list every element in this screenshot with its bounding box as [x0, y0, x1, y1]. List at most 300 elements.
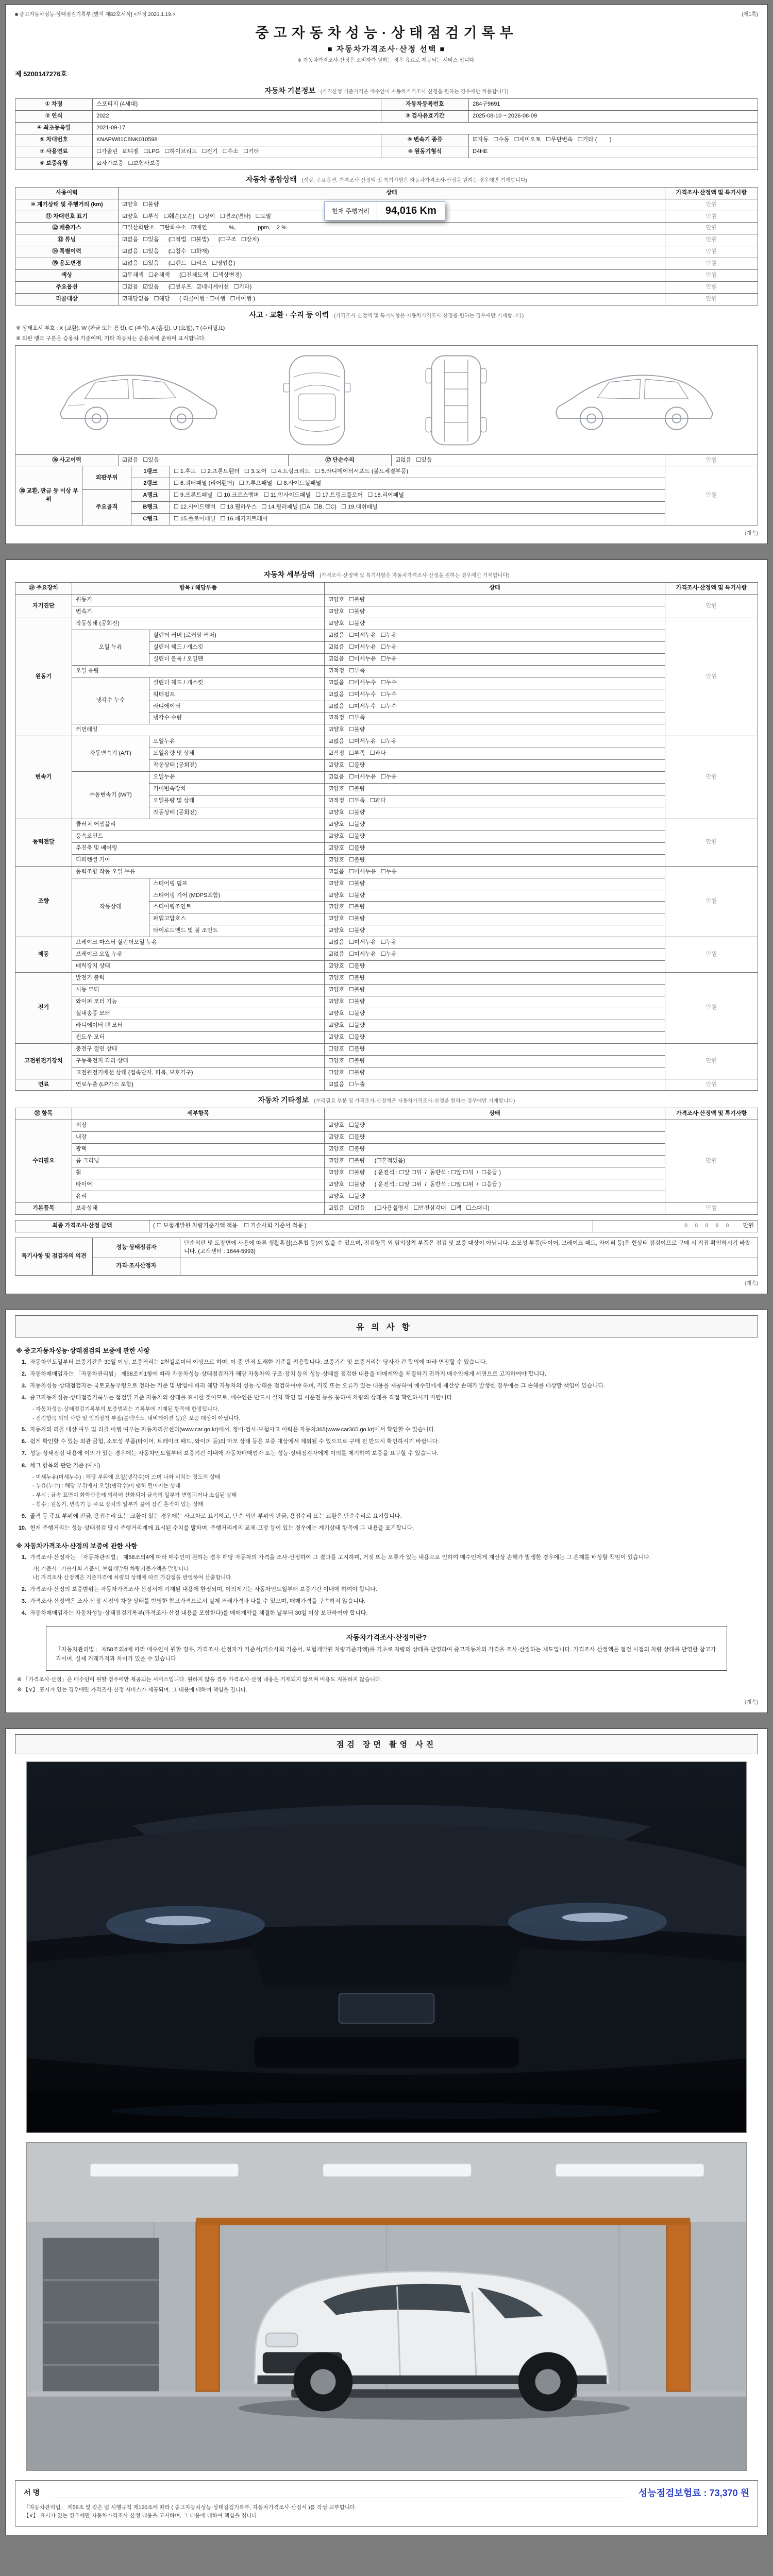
device-item-label: 브레이크 마스터 실린더오일 누유: [72, 937, 325, 949]
device-item-label: 외장: [72, 1120, 325, 1132]
notice-item-text: 가격조사·산정자는 「자동차관리법」 제58조의4에 따라 매수인이 원하는 경우 해당 자동차의 가격을 조사·산정하여 그 결과를 고지하며, 거짓 또는 오류가 있는 내용으로 인하여 매수인에게 재산상 손해가 발생한 경우에는 그 손해를 배상할 책임이 있습니다.: [30, 1554, 651, 1561]
document-number: 제 5200147276호: [15, 70, 68, 78]
notice-item-text: 자동차매매업자는 「자동차관리법」 제58조제1항에 따라 자동차성능·상태점검자가 해당 자동차의 구조·장치 등의 성능·상태를 점검한 내용을 매매계약을 체결하기 전까지 매수인에게 서면으로 고지하여야 합니다.: [30, 1370, 546, 1377]
device-item-label: 냉각수 수량: [149, 713, 325, 724]
notice-subsection-2-title: ※ 자동차가격조사·산정의 보증에 관한 사항: [16, 1542, 138, 1550]
status-checkboxes[interactable]: ☑적정 ☐부족: [325, 665, 665, 677]
notice-subitem-text: 가) 기준서 : 기술사회 기준서, 보험개발원 차량기준가액을 말합니다.: [32, 1565, 191, 1572]
status-checkboxes[interactable]: ☑양호 ☐불량 ( 운전석 : ☐앞 ☐뒤 / 동반석 : ☐앞 ☐뒤 / ☐응급 ): [325, 1167, 665, 1179]
device-group-label: 조향: [15, 866, 72, 937]
usage-item-label: ⑬ 튜닝: [15, 234, 119, 246]
table-row: [15, 1067, 758, 1079]
table-row: [15, 866, 758, 878]
device-subgroup-label: 작동상태: [72, 878, 149, 937]
rank-grade-label: B랭크: [131, 502, 170, 514]
overall-table-wrap: [15, 187, 758, 306]
notice-item-number: 6.: [21, 1438, 26, 1445]
status-checkboxes[interactable]: ☑양호 ☐불량: [325, 1132, 665, 1144]
status-checkboxes[interactable]: ☑양호 ☐불량: [325, 890, 665, 902]
status-checkboxes[interactable]: ☑없음 ☐미세누유 ☐누유: [325, 772, 665, 784]
notice-item-text: 자동차인도일부터 보증기간은 30일 이상, 보증거리는 2천킬로미터 이상으로 하며, 이 중 먼저 도래한 기준을 적용합니다. 보증기간 및 보증거리는 당사자 간 합의에 따라 연장할 수 있습니다.: [30, 1359, 488, 1365]
section-title-accident: [15, 306, 758, 323]
notice-item-number: 1.: [21, 1554, 26, 1561]
col-status: 상태: [325, 583, 665, 595]
notice-section-title: 유의사항: [15, 1315, 758, 1337]
status-checkboxes[interactable]: ☑양호 ☐불량: [325, 831, 665, 842]
status-checkboxes[interactable]: ☑양호 ☐불량: [325, 925, 665, 937]
accident-history-checkboxes[interactable]: ☑없음 ☐있음: [119, 454, 289, 466]
mileage-callout-value: 94,016 Km: [385, 205, 436, 216]
status-checkboxes[interactable]: ☑없음 ☐미세누유 ☐누유: [325, 641, 665, 653]
status-checkboxes[interactable]: ☐양호 ☐불량: [325, 1055, 665, 1067]
notice-footnote-2: ※ 【∨】 표시가 있는 경우에만 가격조사·산정 서비스가 제공되며, 그 내용에 대하여 책임을 집니다.: [17, 1687, 247, 1693]
final-price-amount: [593, 1220, 758, 1232]
table-row: [15, 110, 758, 122]
status-checkboxes[interactable]: ☑양호 ☐불량: [325, 996, 665, 1008]
col-usage-history: 사용이력: [15, 187, 119, 199]
inspection-period-label: ③ 검사유효기간: [381, 110, 469, 122]
engine-type-label: ⑧ 원동기형식: [381, 146, 469, 158]
vin-value: KNAPW81C8NK010598: [93, 134, 381, 146]
model-year-value: 2022: [93, 110, 381, 122]
notice-item: [16, 1449, 757, 1458]
price-cell: 만원: [665, 618, 758, 736]
photo-dark-car-front: [27, 1762, 746, 2132]
notice-item: [16, 1394, 757, 1402]
status-checkboxes[interactable]: ☑양호 ☐불량: [325, 913, 665, 925]
table-row: [15, 466, 758, 478]
price-cell: 만원: [665, 466, 758, 526]
accident-title-text: 사고 · 교환 · 수리 등 이력: [249, 311, 329, 319]
device-item-label: 추진축 및 베어링: [72, 842, 325, 854]
detail-status-table: [15, 582, 758, 1091]
device-item-label: 오일유량 및 상태: [149, 748, 325, 760]
status-checkboxes[interactable]: ☑양호 ☐불량: [325, 1008, 665, 1020]
rank-section-label: ⑱ 교환, 판금 등 이상 부위: [15, 466, 82, 526]
model-year-label: ② 연식: [15, 110, 93, 122]
section-title-basic: [15, 81, 758, 98]
usage-item-label: ⑭ 특별이력: [15, 246, 119, 258]
status-checkboxes[interactable]: ☑없음 ☐미세누유 ☐누유: [325, 949, 665, 961]
status-checkboxes[interactable]: ☑양호 ☐불량: [325, 606, 665, 618]
signature-field[interactable]: [50, 2487, 630, 2498]
status-checkboxes[interactable]: ☑적정 ☐부족 ☐과다: [325, 748, 665, 760]
status-checkboxes[interactable]: ☑양호 ☐불량: [325, 595, 665, 606]
usage-item-label: ⑪ 차대번호 표기: [15, 211, 119, 223]
device-item-label: 파워고압호스: [149, 913, 325, 925]
table-row: [15, 985, 758, 996]
table-row: [15, 973, 758, 985]
warranty-type-label: ⑨ 보증유형: [15, 158, 93, 170]
rank-grade-label: 2랭크: [131, 478, 170, 490]
device-item-label: 클러치 어셈블리: [72, 819, 325, 831]
device-item-label: 커먼레일: [72, 724, 325, 736]
notice-item-text: 골격 등 주요 부위에 판금, 용접수리 또는 교환이 있는 경우에는 사고차로 표기하고, 단순 외판 부위의 판금, 용접수리 또는 교환은 단순수리로 표기합니다.: [30, 1513, 402, 1519]
status-checkboxes[interactable]: ☑없음 ☐미세누유 ☐누유: [325, 630, 665, 641]
fuel-checkboxes[interactable]: ☐가솔린 ☑디젤 ☐LPG ☐하이브리드 ☐전기 ☐수소 ☐기타: [93, 146, 381, 158]
other-table-body: [15, 1120, 758, 1215]
warranty-type-checkboxes[interactable]: ☑자가보증 ☐보험사보증: [93, 158, 758, 170]
inspection-period-value: 2025-08-10 ~ 2026-08-09: [469, 110, 758, 122]
rank-grade-label: 1랭크: [131, 466, 170, 478]
table-row: [15, 677, 758, 689]
device-item-label: 타이로드엔드 및 볼 조인트: [149, 925, 325, 937]
legal-note-2: 【∨】 표시가 있는 경우에만 자동차가격조사·산정 내용을 고지하며, 그 내용에 대하여 책임을 집니다.: [24, 2513, 259, 2519]
notice-item-number: 9.: [21, 1513, 26, 1519]
vehicle-damage-diagrams: [15, 345, 758, 454]
inspection-photo-2: [26, 2142, 747, 2471]
table-row: [15, 878, 758, 890]
other-title-text: 자동차 기타정보: [258, 1096, 309, 1105]
table-row: [15, 630, 758, 641]
section-title-detail: [15, 565, 758, 582]
detail-title-text: 자동차 세부상태: [263, 570, 315, 579]
status-checkboxes[interactable]: ☑양호 ☐불량: [325, 961, 665, 973]
device-item-label: 발전기 출력: [72, 973, 325, 985]
device-item-label: 등속조인트: [72, 831, 325, 842]
final-price-basis-checkboxes[interactable]: ( ☐ 보험개발원 차량기준가액 적용 ☐ 기술사회 기준서 적용 ): [149, 1220, 593, 1232]
accident-title-note: (가격조사·산정액 및 특기사항은 자동차가격조사·산정을 원하는 경우에만 기재합니다): [334, 313, 524, 319]
price-cell: 만원: [665, 294, 758, 306]
device-item-label: 오일 유량: [72, 665, 325, 677]
damage-symbol-note: ※ 상태표시 부호 : X (교환), W (판금 또는 용접), C (부식), A (흠집), U (요철), T (수리필요): [16, 325, 225, 331]
price-cell: 만원: [665, 211, 758, 223]
table-row: [15, 606, 758, 618]
status-checkboxes[interactable]: ☑적정 ☐부족: [325, 713, 665, 724]
status-checkboxes[interactable]: ☑없음 ☐미세누유 ☐누유: [325, 736, 665, 748]
simple-repair-label: ⑰ 단순수리: [289, 454, 392, 466]
status-checkboxes[interactable]: ☑양호 ☐불량: [325, 618, 665, 630]
status-checkboxes[interactable]: ☑해당없음 ☐해당 ( 리콜이행 : ☐이행 ☐미이행 ): [119, 294, 665, 306]
special-remarks-table: [15, 1238, 758, 1276]
col-price-remarks: 가격조사·산정액 및 특기사항: [665, 1108, 758, 1120]
price-cell: 만원: [665, 736, 758, 819]
status-checkboxes[interactable]: ☐양호 ☐불량: [325, 1067, 665, 1079]
notice-item-number: 3.: [21, 1382, 26, 1389]
device-group-label: 제동: [15, 937, 72, 973]
notice-item: [16, 1437, 757, 1446]
status-checkboxes[interactable]: ☑양호 ☐불량: [325, 784, 665, 795]
table-header-row: [15, 583, 758, 595]
device-subgroup-label: 수동변속기 (M/T): [72, 772, 149, 819]
status-checkboxes[interactable]: ☑양호 ☐불량: [325, 724, 665, 736]
card-notice: [5, 1310, 768, 1713]
price-appraisal-info-box: [46, 1626, 727, 1670]
notice-item-number: 4.: [21, 1610, 26, 1617]
reg-no-value: 284구9691: [469, 99, 758, 111]
mileage-callout: [324, 201, 445, 221]
legal-note-1: 「자동차관리법」 제58조 및 같은 법 시행규칙 제120조에 따라 ( 중고자동차성능·상태점검기록부, 자동차가격조사·산정서 )를 작성·교부합니다.: [24, 2504, 357, 2511]
device-item-label: 작동상태 (공회전): [149, 760, 325, 772]
status-checkboxes[interactable]: ☑양호 ☐불량: [325, 985, 665, 996]
table-row: [15, 282, 758, 294]
accident-history-label: ⑯ 사고이력: [15, 454, 119, 466]
status-checkboxes[interactable]: ☑없음 ☐있음 (☐렌트 ☐리스 ☐영업용): [119, 258, 665, 270]
table-row: [15, 134, 758, 146]
status-checkboxes[interactable]: ☑무채색 ☐유채색 (☐전체도색 ☐색상변경): [119, 270, 665, 282]
overall-title-note: (색상, 주요옵션, 가격조사·산정액 및 특기사항은 자동차가격조사·산정을 원하는 경우에만 기재합니다): [301, 177, 527, 183]
table-row: [15, 1132, 758, 1144]
col-status: 상태: [325, 1108, 665, 1120]
continued-note: (계속): [745, 1280, 758, 1286]
final-price-unit: 만원: [743, 1222, 754, 1229]
notice-subitem-text: - 부식 : 금속 표면이 화학반응에 의하여 산화되어 금속의 일부가 변형되거나 소실된 상태: [32, 1492, 237, 1499]
device-subgroup-label: 자동변속기 (A/T): [72, 736, 149, 772]
device-item-label: 와이퍼 모터 기능: [72, 996, 325, 1008]
table-row: [15, 158, 758, 170]
status-checkboxes[interactable]: ☑양호 ☐불량: [325, 1120, 665, 1132]
col-item-part: 항목 / 해당부품: [72, 583, 325, 595]
status-checkboxes[interactable]: ☑있음 ☐없음 (☐사용설명서 ☐안전삼각대 ☐잭 ☐스패너): [325, 1202, 665, 1214]
device-item-label: 스티어링 펌프: [149, 878, 325, 890]
status-checkboxes[interactable]: ☑양호 ☐불량: [325, 819, 665, 831]
status-checkboxes[interactable]: ☐없음 ☑있음 (☐썬루프 ☑네비게이션 ☐기타): [119, 282, 665, 294]
status-checkboxes[interactable]: ☑없음 ☐미세누수 ☐누수: [325, 689, 665, 701]
remarks-header: 특기사항 및 점검자의 의견: [15, 1238, 93, 1275]
rank-items-checkboxes[interactable]: ☐ 12.사이드멤버 ☐ 13.휠하우스 ☐ 14.필러패널 (☐A, ☐B, ☐C) ☐ 19.대쉬패널: [170, 502, 665, 514]
notice-item-number: 10.: [18, 1524, 26, 1531]
notice-item-number: 2.: [21, 1370, 26, 1377]
device-group-label: 자기진단: [15, 595, 72, 618]
table-row: [15, 99, 758, 111]
engine-type-value: D4HE: [469, 146, 758, 158]
notice-item: [16, 1462, 757, 1470]
notice-item-number: 1.: [21, 1359, 26, 1365]
inspector-opinion-text: 단순외판 및 도장면에 사용에 따른 생활흠집(스톤칩 등)이 있을 수 있으며, 점검항목 외 임의장착 부품은 점검 및 보증 대상이 아닙니다. 소모성 부품(타이어, 브레이크 패드, 와이퍼 등)은 현상태 점검이므로 구매 시 직접 확인하시기 바랍니다. (고객센터 : 1644-5993): [180, 1238, 758, 1258]
table-row: [15, 122, 758, 134]
car-diagram-top-body: [271, 351, 363, 449]
status-checkboxes[interactable]: ☑양호 ☐불량: [325, 902, 665, 913]
basic-info-table: [15, 98, 758, 170]
table-row: [15, 1179, 758, 1191]
status-checkboxes[interactable]: ☑양호 ☐불량: [325, 1144, 665, 1156]
col-major-device: ⑲ 주요장치: [15, 583, 72, 595]
final-price-table: [15, 1220, 758, 1232]
price-cell: 만원: [665, 270, 758, 282]
notice-subitem-text: - 미세누유(미세누수) : 해당 부위에 오일(냉각수)이 스며 나와 비치는 정도의 상태: [32, 1473, 221, 1480]
continued-note: (계속): [745, 1700, 758, 1706]
device-group-label: 동력전달: [15, 819, 72, 866]
status-checkboxes[interactable]: ☑없음 ☐미세누유 ☐누유: [325, 937, 665, 949]
status-checkboxes[interactable]: ☑양호 ☐불량: [325, 807, 665, 819]
rank-items-checkboxes[interactable]: ☐ 1.후드 ☐ 2.프론트휀더 ☐ 3.도어 ☐ 4.트렁크리드 ☐ 5.라디에이터서포트 (볼트체결부품): [170, 466, 665, 478]
price-cell: 만원: [665, 866, 758, 937]
status-checkboxes[interactable]: ☑양호 ☐불량: [119, 199, 665, 211]
device-item-label: 원동기: [72, 595, 325, 606]
appraiser-role-label: 가격·조사산정자: [93, 1258, 180, 1275]
notice-item: [16, 1358, 757, 1367]
rank-part-label: 주요골격: [82, 490, 131, 526]
photos-section-title: 점검 장면 촬영 사진: [15, 1734, 758, 1754]
card-detail-status: [5, 560, 768, 1294]
table-row: [15, 146, 758, 158]
notice-item-number: 7.: [21, 1450, 26, 1457]
car-diagram-right-side: [549, 351, 724, 449]
notice-subitem-text: - 점검항목 외의 사항 및 임의장착 부품(블랙박스, 내비게이션 등)은 보증 대상이 아닙니다.: [32, 1415, 241, 1421]
device-group-label: 원동기: [15, 618, 72, 736]
status-checkboxes[interactable]: ☑없음 ☐있음 (☐적법 ☐불법) (☐구조 ☐장치): [119, 234, 665, 246]
first-registration-value: 2021-09-17: [93, 122, 758, 134]
detail-title-note: (가격조사·산정액 및 특기사항은 자동차가격조사·산정을 원하는 경우에만 기재합니다): [320, 573, 510, 579]
table-row: [15, 1238, 758, 1258]
device-item-label: 윈도우 모터: [72, 1031, 325, 1043]
usage-item-label: 리콜대상: [15, 294, 119, 306]
notice-item-text: 자동차매매업자는 자동차성능·상태점검기록부(가격조사·산정 내용을 포함한다)를 매매계약을 체결한 날부터 30일 이상 보관하여야 합니다.: [30, 1610, 368, 1617]
price-cell: 만원: [665, 1043, 758, 1079]
rank-part-label: 외판부위: [82, 466, 131, 490]
table-row: [15, 665, 758, 677]
section-title-other: [15, 1091, 758, 1108]
status-checkboxes[interactable]: ☑양호 ☐부식 ☐훼손(오손) ☐상이 ☐변조(변타) ☐도말: [119, 211, 665, 223]
page-number-note: (제1쪽): [742, 12, 758, 18]
device-item-label: 스티어링조인트: [149, 902, 325, 913]
status-checkboxes[interactable]: ☑양호 ☐불량: [325, 854, 665, 866]
device-item-label: 작동상태 (공회전): [149, 807, 325, 819]
status-checkboxes[interactable]: ☑없음 ☐미세누유 ☐누유: [325, 866, 665, 878]
car-name-value: 스포티지 (4세대): [93, 99, 381, 111]
rank-items-checkboxes[interactable]: ☐ 6.쿼터패널 (리어휀더) ☐ 7.루프패널 ☐ 8.사이드실패널: [170, 478, 665, 490]
exchange-rank-table: [15, 466, 758, 526]
status-checkboxes[interactable]: ☑없음 ☐미세누수 ☐누수: [325, 701, 665, 713]
notice-item-text: 성능·상태점검 내용에 이의가 있는 경우에는 자동차인도일부터 보증기간 이내에 자동차매매업자 또는 성능·상태점검자에게 이의를 제기하여 보증을 요구할 수 있습니다.: [30, 1450, 439, 1457]
notice-item-number: 3.: [21, 1598, 26, 1605]
device-item-label: 작동상태 (공회전): [72, 618, 325, 630]
table-row: [15, 736, 758, 748]
basic-title-text: 자동차 기본정보: [264, 87, 315, 95]
status-checkboxes[interactable]: ☑적정 ☐부족 ☐과다: [325, 795, 665, 807]
status-checkboxes[interactable]: ☐일산화탄소 ☐탄화수소 ☑매연 %, ppm, 2 %: [119, 223, 665, 234]
status-checkboxes[interactable]: ☑양호 ☐불량: [325, 878, 665, 890]
device-item-label: 라디에이터: [149, 701, 325, 713]
device-item-label: 시동 모터: [72, 985, 325, 996]
device-group-label: 변속기: [15, 736, 72, 819]
table-header-row: [15, 187, 758, 199]
table-row: [15, 234, 758, 246]
col-price-remarks: 가격조사·산정액 및 특기사항: [665, 583, 758, 595]
document-subtitle-note: ※ 자동차가격조사·산정은 소비자가 원하는 경우 유료로 제공되는 서비스 입니다.: [297, 58, 476, 63]
table-row: [15, 223, 758, 234]
table-row: [15, 1191, 758, 1203]
form-ref-note: ■ 중고자동차성능·상태점검기록부 [별지 제82호서식] <개정 2021.1.19.>: [15, 12, 176, 18]
price-cell: 만원: [665, 258, 758, 270]
table-row: [15, 246, 758, 258]
notice-item-number: 2.: [21, 1586, 26, 1593]
section-title-overall: [15, 170, 758, 187]
table-row: [15, 1202, 758, 1214]
device-item-label: 보유상태: [72, 1202, 325, 1214]
notice-item: [16, 1382, 757, 1391]
device-item-label: 워터펌프: [149, 689, 325, 701]
rank-items-checkboxes[interactable]: ☐ 9.프론트패널 ☐ 10.크로스멤버 ☐ 11.인사이드패널 ☐ 17.트렁크플로어 ☐ 18.리어패널: [170, 490, 665, 502]
device-item-label: 기어변속장치: [149, 784, 325, 795]
status-checkboxes[interactable]: ☑양호 ☐불량: [325, 842, 665, 854]
device-item-label: 배력장치 상태: [72, 961, 325, 973]
notice-footnote-1: ※ 「가격조사·산정」은 매수인이 원할 경우에만 제공되는 서비스입니다. 원하지 않을 경우 가격조사·산정 내용은 기재되지 않으며 비용도 지불하지 않습니다.: [17, 1676, 382, 1683]
price-cell: 만원: [665, 454, 758, 466]
card-basic-info: [5, 4, 768, 544]
notice-subitem-text: - 자동차성능·상태점검기록부의 보증범위는 기록부에 기재된 항목에 한정됩니다.: [32, 1405, 220, 1412]
device-item-label: 연료누출 (LP가스 포함): [72, 1079, 325, 1091]
status-checkboxes[interactable]: ☑없음 ☐누출: [325, 1079, 665, 1091]
inspector-role-label: 성능·상태점검자: [93, 1238, 180, 1258]
simple-repair-checkboxes[interactable]: ☑없음 ☐있음: [392, 454, 665, 466]
price-cell: 만원: [665, 246, 758, 258]
price-cell: 만원: [665, 937, 758, 973]
notice-subitem-text: 나) 가격조사·산정액은 기준가격에 차량의 상태에 따른 가감점을 반영하여 산출합니다.: [32, 1574, 233, 1581]
transmission-checkboxes[interactable]: ☑자동 ☐수동 ☐세미오토 ☐무단변속 ☐기타 ( ): [469, 134, 758, 146]
status-checkboxes[interactable]: ☑없음 ☐미세누수 ☐누수: [325, 677, 665, 689]
notice-item: [16, 1597, 757, 1606]
device-item-label: 동력조향 작동 오일 누유: [72, 866, 325, 878]
device-item-label: 유리: [72, 1191, 325, 1203]
status-checkboxes[interactable]: ☑양호 ☐불량: [325, 1020, 665, 1031]
notice-item-number: 8.: [21, 1462, 26, 1469]
table-row: [15, 270, 758, 282]
rank-items-checkboxes[interactable]: ☐ 15.플로어패널 ☐ 16.패키지트레이: [170, 514, 665, 526]
price-cell: 만원: [665, 234, 758, 246]
first-registration-label: ④ 최초등록일: [15, 122, 93, 134]
status-checkboxes[interactable]: ☑양호 ☐불량 ( 운전석 : ☐앞 ☐뒤 / 동반석 : ☐앞 ☐뒤 / ☐응급 ): [325, 1179, 665, 1191]
continued-note: (계속): [745, 531, 758, 537]
table-row: [15, 1031, 758, 1043]
table-row: [15, 724, 758, 736]
basic-title-note: (가격산정 기준가격은 매수인이 자동차가격조사·산정을 원하는 경우에만 적용합니다): [320, 89, 509, 95]
transmission-label: ⑥ 변속기 종류: [381, 134, 469, 146]
rank-grade-label: C랭크: [131, 514, 170, 526]
price-cell: 만원: [665, 282, 758, 294]
status-checkboxes[interactable]: ☑양호 ☐불량 (☐흔적있음): [325, 1156, 665, 1167]
col-sub-item: 세부항목: [72, 1108, 325, 1120]
price-cell: 만원: [665, 819, 758, 866]
table-row: [15, 1167, 758, 1179]
device-group-label: 연료: [15, 1079, 72, 1091]
status-checkboxes[interactable]: ☑없음 ☐미세누유 ☐누유: [325, 653, 665, 665]
table-header-row: [15, 1108, 758, 1120]
status-checkboxes[interactable]: ☑양호 ☐불량: [325, 973, 665, 985]
car-diagram-left-side: [49, 351, 224, 449]
table-row: [15, 1156, 758, 1167]
notice-item: [16, 1609, 757, 1618]
other-info-table: [15, 1108, 758, 1214]
device-item-label: 라디에이터 팬 모터: [72, 1020, 325, 1031]
table-row: [15, 937, 758, 949]
notice-item: [16, 1585, 757, 1594]
rank-grade-label: A랭크: [131, 490, 170, 502]
col-price-remarks: 가격조사·산정액 및 특기사항: [665, 187, 758, 199]
price-cell: 만원: [665, 1202, 758, 1214]
notice-item-text: 자동차성능·상태점검자는 국토교통부령으로 정하는 기준 및 방법에 따라 해당 자동차의 성능·상태를 점검하여야 하며, 거짓 또는 오류가 있는 내용을 제공하여 매수인에게 재산상 손해가 발생한 경우에는 그 손해를 배상할 책임이 있습니다.: [30, 1382, 606, 1389]
device-item-label: 오일누유: [149, 736, 325, 748]
table-row: [15, 1055, 758, 1067]
status-checkboxes[interactable]: ☑양호 ☐불량: [325, 1031, 665, 1043]
device-item-label: 룸 크리닝: [72, 1156, 325, 1167]
fuel-label: ⑦ 사용연료: [15, 146, 93, 158]
status-checkboxes[interactable]: ☑양호 ☐불량: [325, 760, 665, 772]
price-cell: 만원: [665, 199, 758, 211]
appraiser-opinion-text: [180, 1258, 758, 1275]
device-group-label: 전기: [15, 973, 72, 1044]
status-checkboxes[interactable]: ☑양호 ☐불량: [325, 1191, 665, 1203]
table-row: [15, 996, 758, 1008]
table-row: [15, 618, 758, 630]
vin-label: ⑤ 차대번호: [15, 134, 93, 146]
status-checkboxes[interactable]: ☐양호 ☐불량: [325, 1043, 665, 1055]
status-checkboxes[interactable]: ☑없음 ☐있음 (☐침수 ☐화재): [119, 246, 665, 258]
usage-item-label: 주요옵션: [15, 282, 119, 294]
table-row: [15, 595, 758, 606]
table-row: [15, 854, 758, 866]
device-item-label: 휠: [72, 1167, 325, 1179]
